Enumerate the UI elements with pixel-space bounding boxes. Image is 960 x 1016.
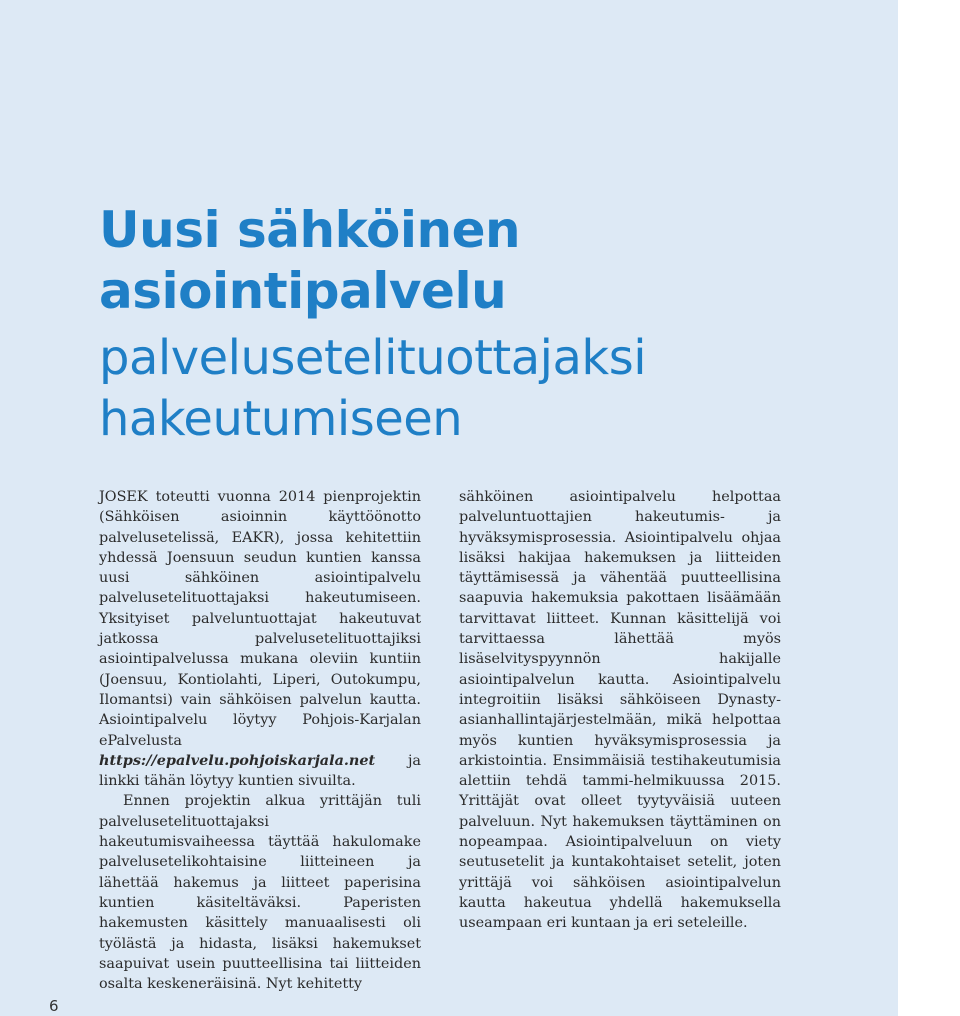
left-column: [99, 487, 421, 994]
page-number: 6: [49, 997, 59, 1015]
headline: [99, 200, 520, 322]
subheadline: [99, 328, 646, 450]
right-column: [459, 487, 781, 934]
epalvelu-link[interactable]: https://epalvelu.pohjoiskarjala.net: [99, 751, 376, 769]
headline-line-2: asiointipalvelu: [99, 262, 507, 320]
left-paragraph-1-end: ja linkki tähän löytyy kuntien sivuilta.: [99, 752, 421, 790]
right-paragraph-1: sähköinen asiointipalvelu helpottaa palveluntuottajien hakeutumis- ja hyväksymisprosessia. Asiointipalvelu ohjaa lisäksi hakijaa hakemuksen ja liitteiden täyttämisessä ja vähentää puutteellisina saapuvia hakemuksia pakottaen lisäämään tarvittavat liitteet. Kunnan käsittelijä voi tarvittaessa lähettää myös lisäselvityspyynnön hakijalle asiointipalvelun kautta. Asiointipalvelu integroitiin lisäksi sähköiseen Dynasty-asianhallintajärjestelmään, mikä helpottaa myös kuntien hyväksymisprosessia ja arkistointia. Ensimmäisiä testihakeutumisia alettiin tehdä tammi-helmikuussa 2015. Yrittäjät ovat olleet tyytyväisiä uuteen palveluun. Nyt hakemuksen täyttäminen on nopeampaa. Asiointipalveluun on viety seutusetelit ja kuntakohtaiset setelit, joten yrittäjä voi sähköisen asiointipalvelun kautta hakeutua yhdellä hakemuksella useampaan eri kuntaan ja eri seteleille.: [459, 489, 781, 932]
left-paragraph-1-text: JOSEK toteutti vuonna 2014 pienprojektin (Sähköisen asioinnin käyttöönotto palvelusetelissä, EAKR), jossa kehitettiin yhdessä Joensuun seudun kuntien kanssa uusi sähköinen asiointipalvelu palvelusetelituottajaksi hakeutumiseen. Yksityiset palveluntuottajat hakeutuvat jatkossa palvelusetelituottajiksi asiointipalvelussa mukana oleviin kuntiin (Joensuu, Kontiolahti, Liperi, Outokumpu, Ilomantsi) vain sähköisen palvelun kautta. Asiointipalvelu löytyy Pohjois-Karjalan ePalvelusta: [99, 489, 421, 749]
headline-line-1: Uusi sähköinen: [99, 201, 521, 259]
left-paragraph-2: Ennen projektin alkua yrittäjän tuli palvelusetelituottajaksi hakeutumisvaiheessa täyttää hakulomake palvelusetelikohtaisine liitteineen ja lähettää hakemus ja liitteet paperisina kuntien käsiteltäväksi. Paperisten hakemusten käsittely manuaalisesti oli työlästä ja hidasta, lisäksi hakemukset saapuivat usein puutteellisina tai liitteiden osalta keskeneräisinä. Nyt kehitetty: [99, 793, 421, 993]
subheadline-line-1: palvelusetelituottajaksi: [99, 330, 647, 386]
subheadline-line-2: hakeutumiseen: [99, 391, 463, 447]
left-paragraph-1: [99, 487, 421, 791]
